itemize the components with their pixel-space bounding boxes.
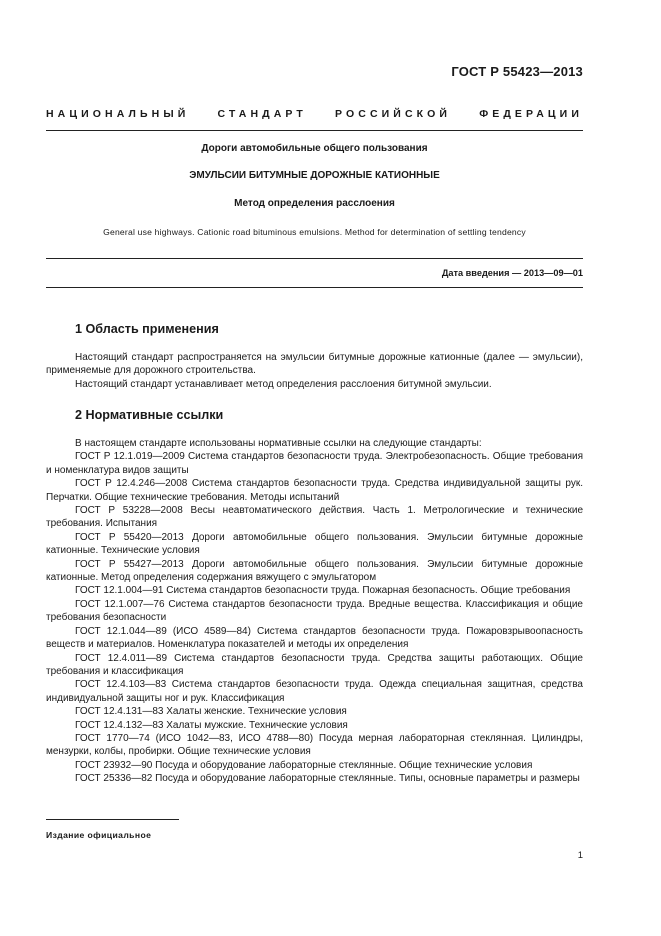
national-standard-banner <box>46 108 583 120</box>
reference-item: ГОСТ 12.4.132—83 Халаты мужские. Технические условия <box>75 719 348 731</box>
english-title: General use highways. Cationic road bituminous emulsions. Method for determination of settling tendency <box>103 227 526 237</box>
divider <box>46 130 583 131</box>
reference-item: ГОСТ Р 55427—2013 Дороги автомобильные общего пользования. Эмульсии битумные дорожные катионные. Метод определения содержания вяжущего с эмульгатором <box>46 558 583 584</box>
title-line-2: ЭМУЛЬСИИ БИТУМНЫЕ ДОРОЖНЫЕ КАТИОННЫЕ <box>189 170 440 181</box>
date-of-introduction: Дата введения — 2013—09—01 <box>441 268 583 278</box>
title-line-3: Метод определения расслоения <box>234 198 395 209</box>
section-heading: 1 Область применения <box>75 322 219 336</box>
banner-word: ФЕДЕРАЦИИ <box>479 108 583 120</box>
paragraph: Настоящий стандарт распространяется на эмульсии битумные дорожные катионные (далее — эмульсии), применяемые для дорожного строительства. <box>46 352 583 377</box>
banner-word: НАЦИОНАЛЬНЫЙ <box>46 108 190 120</box>
reference-item: ГОСТ 12.4.103—83 Система стандартов безопасности труда. Одежда специальная защитная, средства индивидуальной защиты ног и рук. Классификация <box>46 679 583 704</box>
reference-item: ГОСТ 1770—74 (ИСО 1042—83, ИСО 4788—80) Посуда мерная лабораторная стеклянная. Цилиндры, мензурки, колбы, пробирки. Общие технические условия <box>46 732 583 758</box>
divider <box>46 287 583 288</box>
title-line-1: Дороги автомобильные общего пользования <box>201 143 428 154</box>
page-number: 1 <box>577 850 583 861</box>
reference-item: ГОСТ 12.1.004—91 Система стандартов безопасности труда. Пожарная безопасность. Общие требования <box>75 585 571 597</box>
reference-item: ГОСТ 12.1.044—89 (ИСО 4589—84) Система стандартов безопасности труда. Пожаровзрывоопасность веществ и материалов. Номенклатура показателей и методы их определения <box>46 625 583 651</box>
reference-item: ГОСТ 12.1.007—76 Система стандартов безопасности труда. Вредные вещества. Классификация и общие требования безопасности <box>46 598 583 624</box>
reference-item: ГОСТ Р 12.1.019—2009 Система стандартов безопасности труда. Электробезопасность. Общие требования и номенклатура видов защиты <box>46 451 583 476</box>
document-number: ГОСТ Р 55423—2013 <box>451 64 583 79</box>
banner-word: РОССИЙСКОЙ <box>335 108 452 120</box>
reference-item: ГОСТ 25336—82 Посуда и оборудование лабораторные стеклянные. Типы, основные параметры и размеры <box>75 773 580 785</box>
reference-item: ГОСТ Р 12.4.246—2008 Система стандартов безопасности труда. Средства индивидуальной защиты рук. Перчатки. Общие технические требования. Методы испытаний <box>46 478 583 503</box>
reference-item: ГОСТ Р 55420—2013 Дороги автомобильные общего пользования. Эмульсии битумные дорожные катионные. Технические условия <box>46 531 583 557</box>
reference-item: ГОСТ 12.4.131—83 Халаты женские. Технические условия <box>75 706 347 718</box>
section-body <box>46 351 583 391</box>
edition-note: Издание официальное <box>46 830 152 840</box>
divider <box>46 258 583 259</box>
section-body <box>46 437 583 786</box>
reference-item: ГОСТ 12.4.011—89 Система стандартов безопасности труда. Средства защиты работающих. Общие требования и классификация <box>46 652 583 677</box>
paragraph: Настоящий стандарт устанавливает метод определения расслоения битумной эмульсии. <box>75 378 492 390</box>
footer-divider <box>46 819 179 820</box>
banner-word: СТАНДАРТ <box>217 108 307 120</box>
reference-item: ГОСТ 23932—90 Посуда и оборудование лабораторные стеклянные. Общие технические условия <box>75 759 533 771</box>
reference-item: ГОСТ Р 53228—2008 Весы неавтоматического действия. Часть 1. Метрологические и технические требования. Испытания <box>46 505 583 530</box>
paragraph: В настоящем стандарте использованы нормативные ссылки на следующие стандарты: <box>75 438 482 449</box>
section-heading: 2 Нормативные ссылки <box>75 408 224 422</box>
